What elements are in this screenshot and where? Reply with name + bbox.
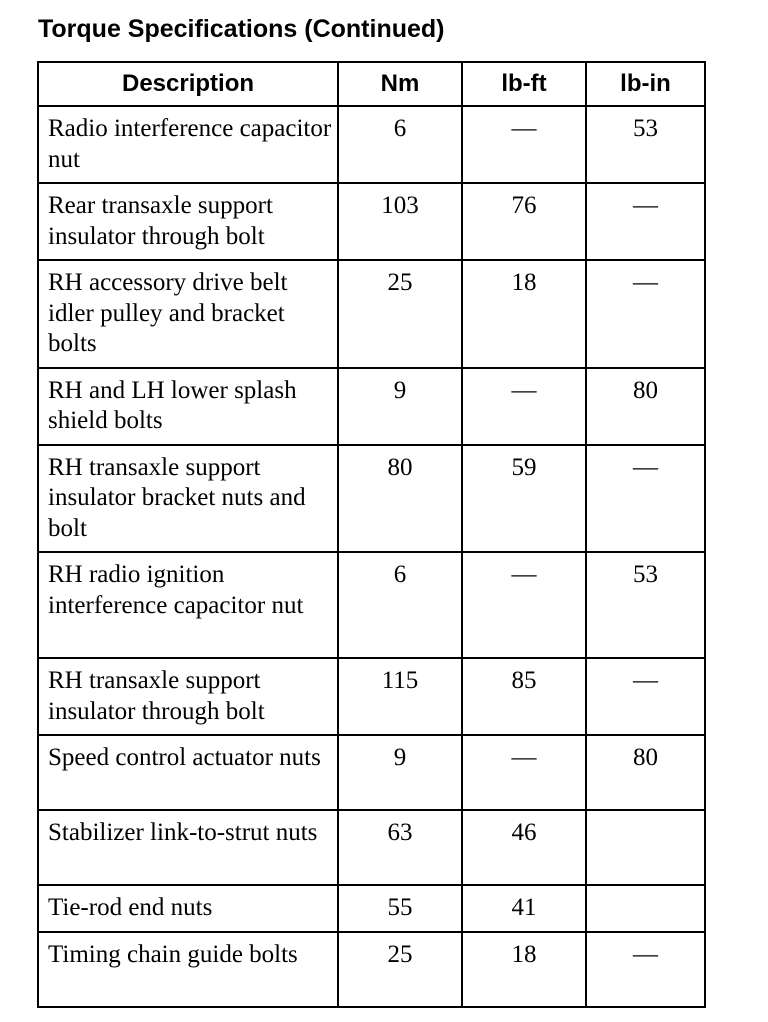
cell-description: Speed control actuator nuts [38,735,338,810]
page-title: Torque Specifications (Continued) [38,15,445,43]
table-header-row [38,62,705,106]
table-row [38,183,705,260]
table-row [38,932,705,1007]
cell-lbin: — [586,932,705,1007]
cell-lbft: — [462,552,586,658]
cell-lbft: 41 [462,885,586,932]
column-header-lbin: lb-in [586,62,705,106]
cell-lbin: 53 [586,106,705,183]
cell-lbin: — [586,658,705,735]
cell-description: RH transaxle support insulator bracket nuts and bolt [38,445,338,553]
torque-spec-table [37,61,706,1008]
cell-nm: 6 [338,106,462,183]
cell-description: Radio interference capacitor nut [38,106,338,183]
cell-lbft: — [462,368,586,445]
cell-lbft: 18 [462,260,586,368]
cell-lbin: 53 [586,552,705,658]
cell-lbft: — [462,735,586,810]
table-row [38,885,705,932]
column-header-description: Description [38,62,338,106]
cell-description: RH transaxle support insulator through bolt [38,658,338,735]
cell-nm: 63 [338,810,462,885]
cell-description: RH and LH lower splash shield bolts [38,368,338,445]
cell-lbin [586,810,705,885]
cell-nm: 80 [338,445,462,553]
cell-lbin: 80 [586,368,705,445]
cell-nm: 6 [338,552,462,658]
cell-lbin: — [586,445,705,553]
table-row [38,552,705,658]
table-row [38,735,705,810]
cell-description: Timing chain guide bolts [38,932,338,1007]
cell-lbft: 76 [462,183,586,260]
table-row [38,810,705,885]
column-header-lbft: lb-ft [462,62,586,106]
cell-lbin: — [586,183,705,260]
cell-lbin: — [586,260,705,368]
cell-lbft: 59 [462,445,586,553]
cell-nm: 103 [338,183,462,260]
column-header-nm: Nm [338,62,462,106]
cell-nm: 9 [338,368,462,445]
cell-lbft: — [462,106,586,183]
cell-nm: 9 [338,735,462,810]
table-row [38,368,705,445]
cell-nm: 25 [338,260,462,368]
cell-lbin [586,885,705,932]
cell-nm: 55 [338,885,462,932]
cell-nm: 25 [338,932,462,1007]
cell-description: Stabilizer link-to-strut nuts [38,810,338,885]
table-row [38,445,705,553]
cell-description: Tie-rod end nuts [38,885,338,932]
cell-lbin: 80 [586,735,705,810]
cell-description: Rear transaxle support insulator through bolt [38,183,338,260]
cell-description: RH accessory drive belt idler pulley and bracket bolts [38,260,338,368]
table-row [38,260,705,368]
cell-description: RH radio ignition interference capacitor nut [38,552,338,658]
cell-lbft: 85 [462,658,586,735]
table-row [38,106,705,183]
cell-lbft: 46 [462,810,586,885]
cell-lbft: 18 [462,932,586,1007]
cell-nm: 115 [338,658,462,735]
table-row [38,658,705,735]
